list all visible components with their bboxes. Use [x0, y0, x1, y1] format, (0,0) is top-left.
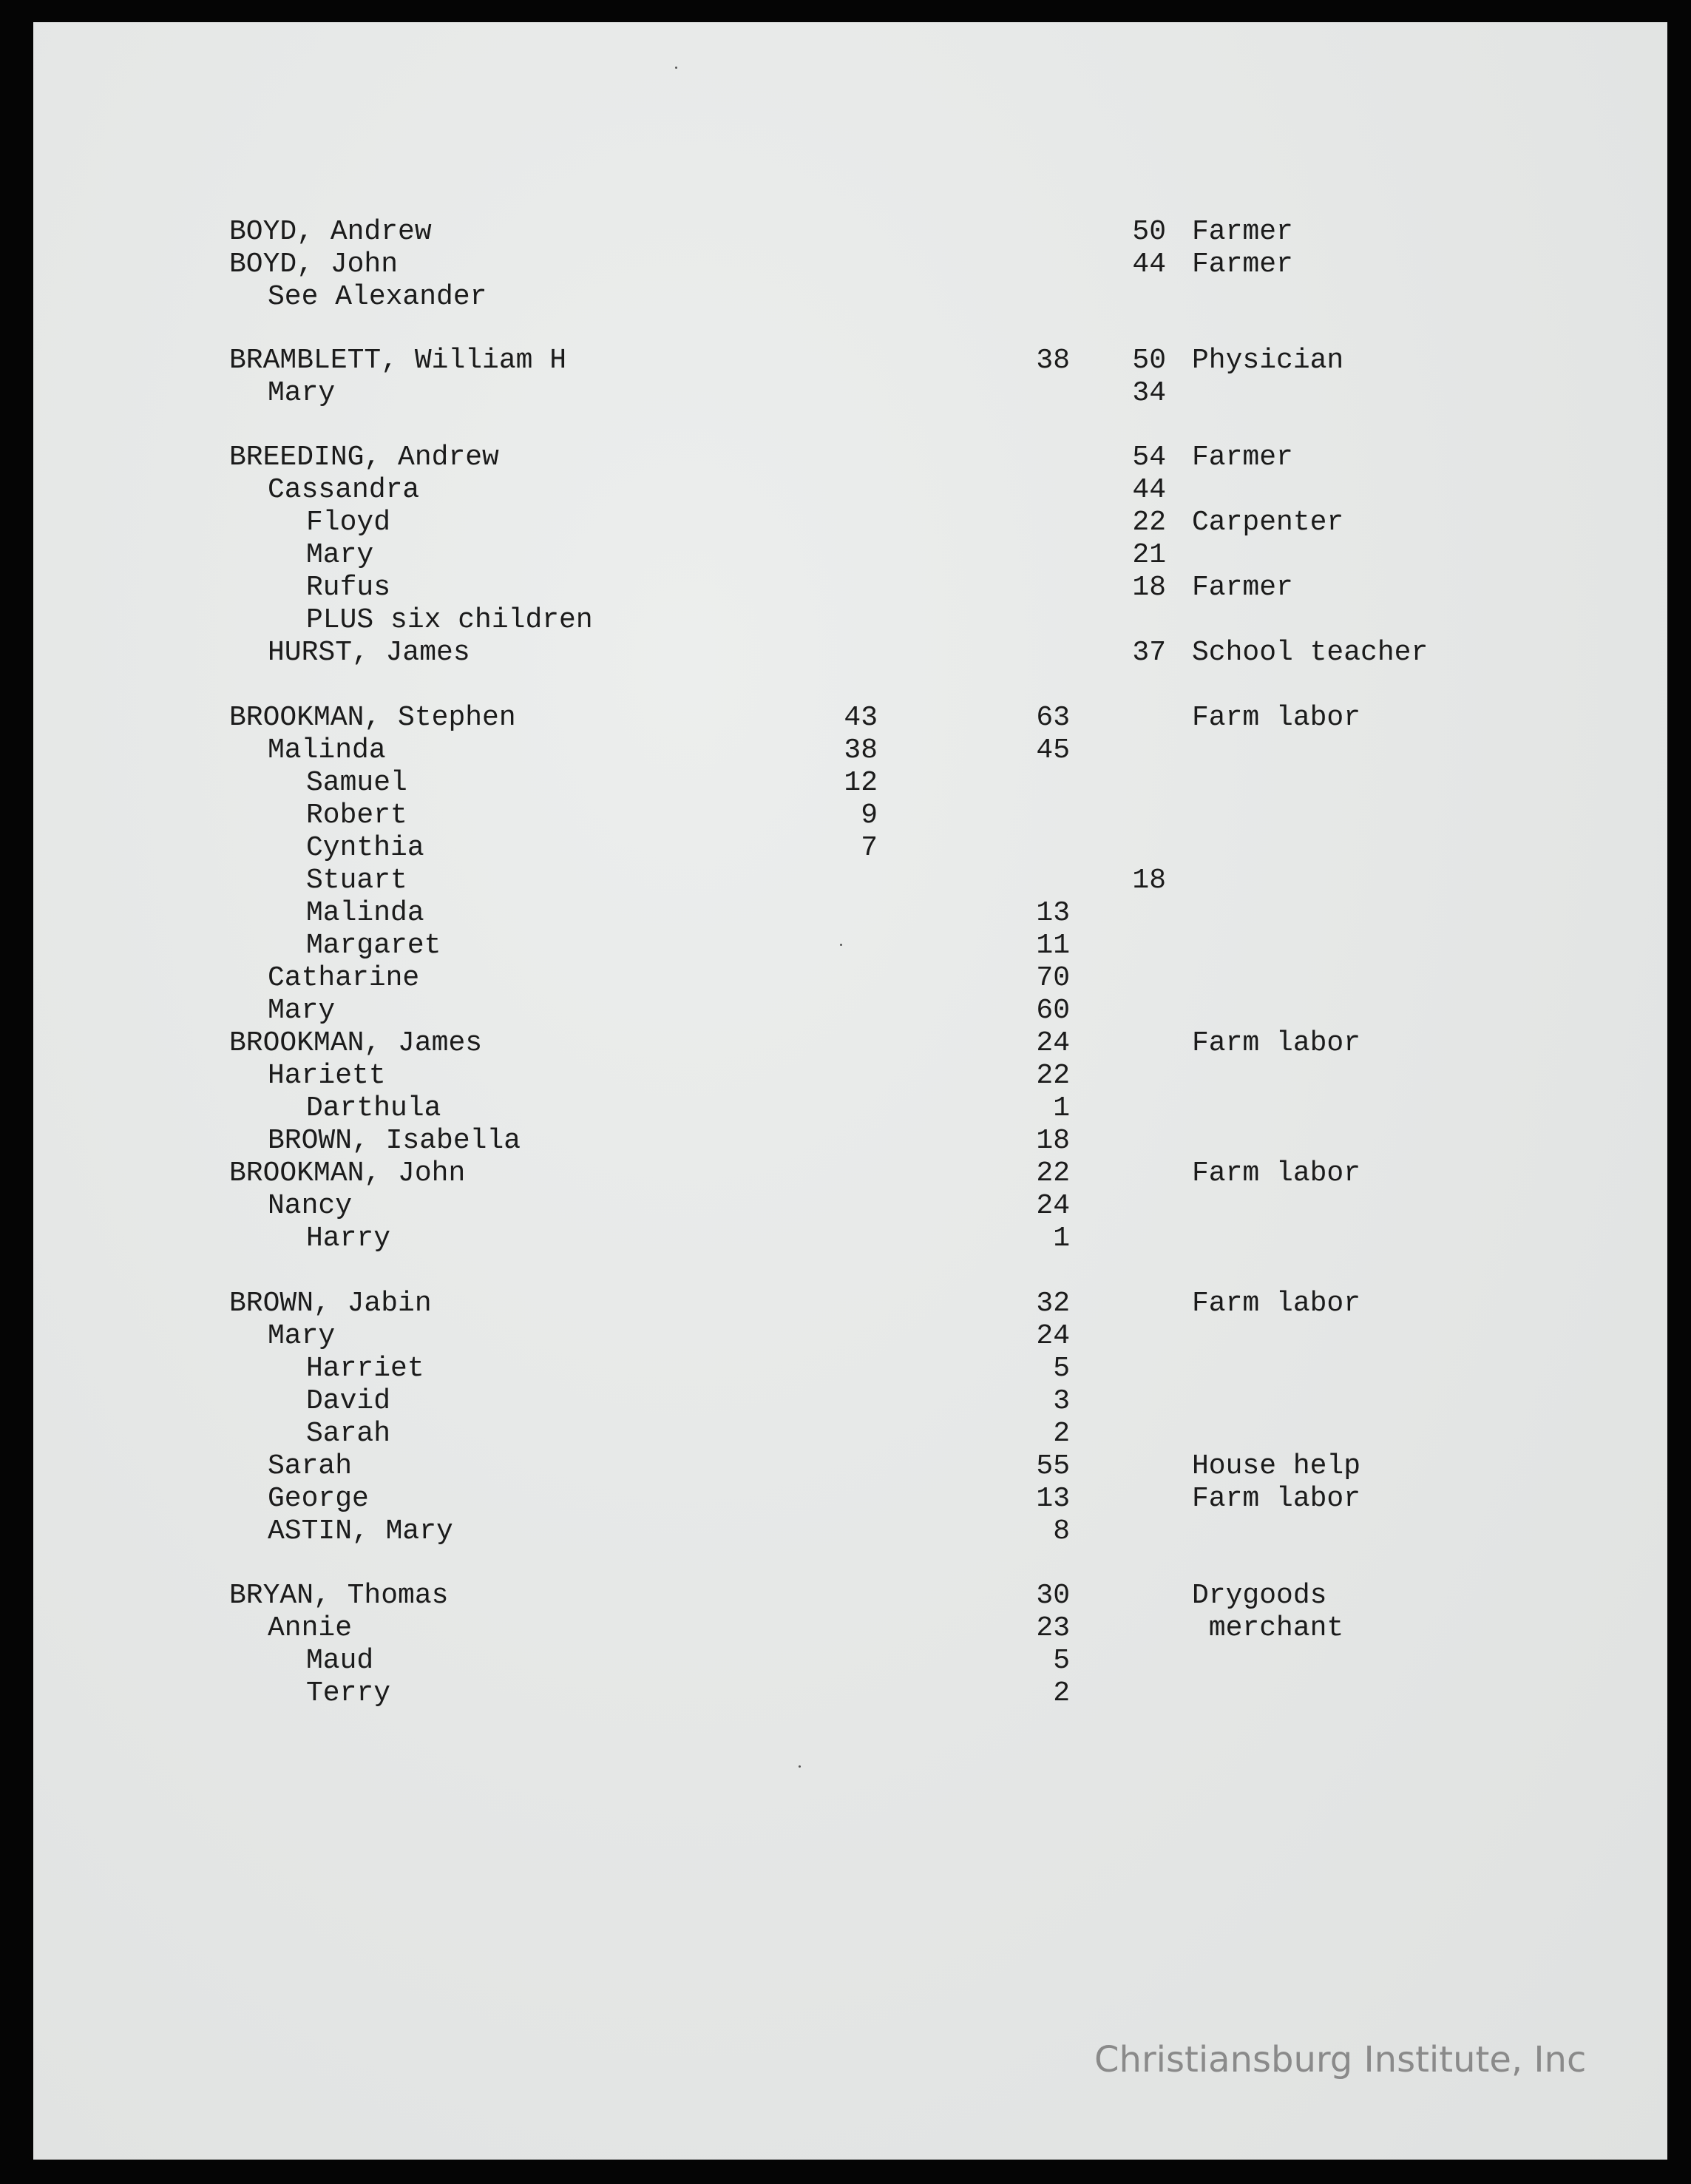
- entry-name: Maud: [306, 1645, 374, 1677]
- entry-name: BRAMBLETT, William H: [229, 345, 567, 376]
- age-column-2: 63: [1036, 702, 1070, 734]
- entry-name: BROOKMAN, James: [229, 1027, 483, 1059]
- table-row: [33, 799, 1667, 832]
- age-column-2: 8: [1053, 1515, 1070, 1547]
- table-row: [33, 216, 1667, 249]
- age-column-1: 9: [861, 799, 878, 831]
- age-column-1: 12: [844, 767, 878, 799]
- table-row: [33, 832, 1667, 865]
- age-column-2: 24: [1036, 1027, 1070, 1059]
- table-row: [33, 865, 1667, 897]
- age-column-3: 50: [1132, 216, 1166, 248]
- entry-name: Darthula: [306, 1092, 441, 1124]
- entry-name: Floyd: [306, 507, 391, 538]
- occupation: merchant: [1192, 1612, 1344, 1644]
- age-column-1: 38: [844, 734, 878, 766]
- occupation: Farm labor: [1192, 702, 1361, 734]
- entry-name: David: [306, 1385, 391, 1417]
- entry-name: PLUS six children: [306, 604, 593, 636]
- entry-name: Catharine: [268, 962, 420, 994]
- entry-name: BROWN, Isabella: [268, 1125, 521, 1157]
- age-column-2: 13: [1036, 897, 1070, 929]
- table-row: [33, 604, 1667, 637]
- entry-name: Hariett: [268, 1060, 386, 1092]
- occupation: Carpenter: [1192, 507, 1344, 538]
- table-row: [33, 767, 1667, 799]
- entry-name: Margaret: [306, 930, 441, 961]
- entry-name: Annie: [268, 1612, 353, 1644]
- table-row: [33, 442, 1667, 474]
- entry-name: ASTIN, Mary: [268, 1515, 453, 1547]
- entry-name: Samuel: [306, 767, 407, 799]
- table-row: [33, 1190, 1667, 1223]
- age-column-2: 3: [1053, 1385, 1070, 1417]
- table-row: [33, 1483, 1667, 1515]
- occupation: Drygoods: [1192, 1580, 1327, 1612]
- table-row: [33, 1223, 1667, 1255]
- table-row: [33, 1288, 1667, 1320]
- table-row: [33, 281, 1667, 314]
- entry-name: HURST, James: [268, 637, 470, 669]
- table-row: [33, 1645, 1667, 1677]
- entry-name: Terry: [306, 1677, 391, 1709]
- age-column-2: 5: [1053, 1645, 1070, 1677]
- age-column-2: 24: [1036, 1190, 1070, 1222]
- paper-speck: [799, 1765, 801, 1768]
- age-column-3: 18: [1132, 865, 1166, 896]
- occupation: Farmer: [1192, 442, 1293, 473]
- table-row: [33, 249, 1667, 281]
- entry-name: BOYD, John: [229, 249, 399, 280]
- table-row: [33, 572, 1667, 604]
- table-row: [33, 1320, 1667, 1353]
- age-column-2: 11: [1036, 930, 1070, 961]
- age-column-3: 50: [1132, 345, 1166, 376]
- age-column-3: 37: [1132, 637, 1166, 669]
- age-column-2: 22: [1036, 1157, 1070, 1189]
- watermark: Christiansburg Institute, Inc: [1094, 2039, 1587, 2080]
- occupation: Farmer: [1192, 249, 1293, 280]
- age-column-1: 43: [844, 702, 878, 734]
- entry-name: Rufus: [306, 572, 391, 604]
- table-row: [33, 930, 1667, 962]
- table-row: [33, 539, 1667, 572]
- occupation: School teacher: [1192, 637, 1429, 669]
- table-row: [33, 1125, 1667, 1157]
- entry-name: Harry: [306, 1223, 391, 1254]
- entry-name: Cassandra: [268, 474, 420, 506]
- entry-name: Stuart: [306, 865, 407, 896]
- age-column-3: 44: [1132, 249, 1166, 280]
- entry-name: Harriet: [306, 1353, 424, 1385]
- entry-name: BREEDING, Andrew: [229, 442, 499, 473]
- entry-name: Nancy: [268, 1190, 353, 1222]
- table-row: [33, 1353, 1667, 1385]
- occupation: Farm labor: [1192, 1027, 1361, 1059]
- occupation: Farmer: [1192, 216, 1293, 248]
- paper-speck: [675, 67, 677, 69]
- age-column-2: 30: [1036, 1580, 1070, 1612]
- age-column-1: 7: [861, 832, 878, 864]
- age-column-2: 23: [1036, 1612, 1070, 1644]
- age-column-2: 2: [1053, 1677, 1070, 1709]
- table-row: [33, 1612, 1667, 1645]
- entry-name: Malinda: [306, 897, 424, 929]
- table-row: [33, 345, 1667, 377]
- entry-name: BROWN, Jabin: [229, 1288, 432, 1319]
- entry-name: George: [268, 1483, 369, 1515]
- age-column-2: 1: [1053, 1223, 1070, 1254]
- age-column-2: 70: [1036, 962, 1070, 994]
- age-column-2: 60: [1036, 995, 1070, 1027]
- document-page: [33, 22, 1667, 2160]
- entry-name: Cynthia: [306, 832, 424, 864]
- occupation: Farm labor: [1192, 1157, 1361, 1189]
- entry-name: Malinda: [268, 734, 386, 766]
- age-column-2: 13: [1036, 1483, 1070, 1515]
- occupation: Farmer: [1192, 572, 1293, 604]
- occupation: Physician: [1192, 345, 1344, 376]
- paper-speck: [840, 944, 842, 946]
- entry-name: Mary: [268, 377, 336, 409]
- entry-name: BOYD, Andrew: [229, 216, 432, 248]
- table-row: [33, 1515, 1667, 1548]
- age-column-3: 21: [1132, 539, 1166, 571]
- table-row: [33, 1157, 1667, 1190]
- table-row: [33, 1027, 1667, 1060]
- table-row: [33, 1450, 1667, 1483]
- entry-name: Sarah: [306, 1418, 391, 1450]
- table-row: [33, 1677, 1667, 1710]
- table-row: [33, 377, 1667, 410]
- table-row: [33, 1060, 1667, 1092]
- age-column-2: 5: [1053, 1353, 1070, 1385]
- occupation: Farm labor: [1192, 1288, 1361, 1319]
- entry-name: Robert: [306, 799, 407, 831]
- age-column-3: 44: [1132, 474, 1166, 506]
- table-row: [33, 897, 1667, 930]
- age-column-2: 55: [1036, 1450, 1070, 1482]
- entry-name: BRYAN, Thomas: [229, 1580, 449, 1612]
- age-column-2: 18: [1036, 1125, 1070, 1157]
- table-row: [33, 1092, 1667, 1125]
- age-column-2: 24: [1036, 1320, 1070, 1352]
- age-column-2: 1: [1053, 1092, 1070, 1124]
- occupation: House help: [1192, 1450, 1361, 1482]
- age-column-2: 45: [1036, 734, 1070, 766]
- entry-name: Sarah: [268, 1450, 353, 1482]
- table-row: [33, 962, 1667, 995]
- entry-name: Mary: [268, 995, 336, 1027]
- entry-name: BROOKMAN, John: [229, 1157, 466, 1189]
- table-row: [33, 1385, 1667, 1418]
- age-column-3: 54: [1132, 442, 1166, 473]
- table-row: [33, 637, 1667, 669]
- table-row: [33, 702, 1667, 734]
- table-row: [33, 507, 1667, 539]
- entry-name: Mary: [268, 1320, 336, 1352]
- age-column-3: 18: [1132, 572, 1166, 604]
- age-column-3: 22: [1132, 507, 1166, 538]
- table-row: [33, 995, 1667, 1027]
- table-row: [33, 734, 1667, 767]
- entry-name: See Alexander: [268, 281, 487, 313]
- age-column-3: 34: [1132, 377, 1166, 409]
- age-column-2: 32: [1036, 1288, 1070, 1319]
- entry-name: BROOKMAN, Stephen: [229, 702, 516, 734]
- occupation: Farm labor: [1192, 1483, 1361, 1515]
- age-column-2: 22: [1036, 1060, 1070, 1092]
- table-row: [33, 1418, 1667, 1450]
- table-row: [33, 1580, 1667, 1612]
- age-column-2: 2: [1053, 1418, 1070, 1450]
- table-row: [33, 474, 1667, 507]
- entry-name: Mary: [306, 539, 374, 571]
- age-column-2: 38: [1036, 345, 1070, 376]
